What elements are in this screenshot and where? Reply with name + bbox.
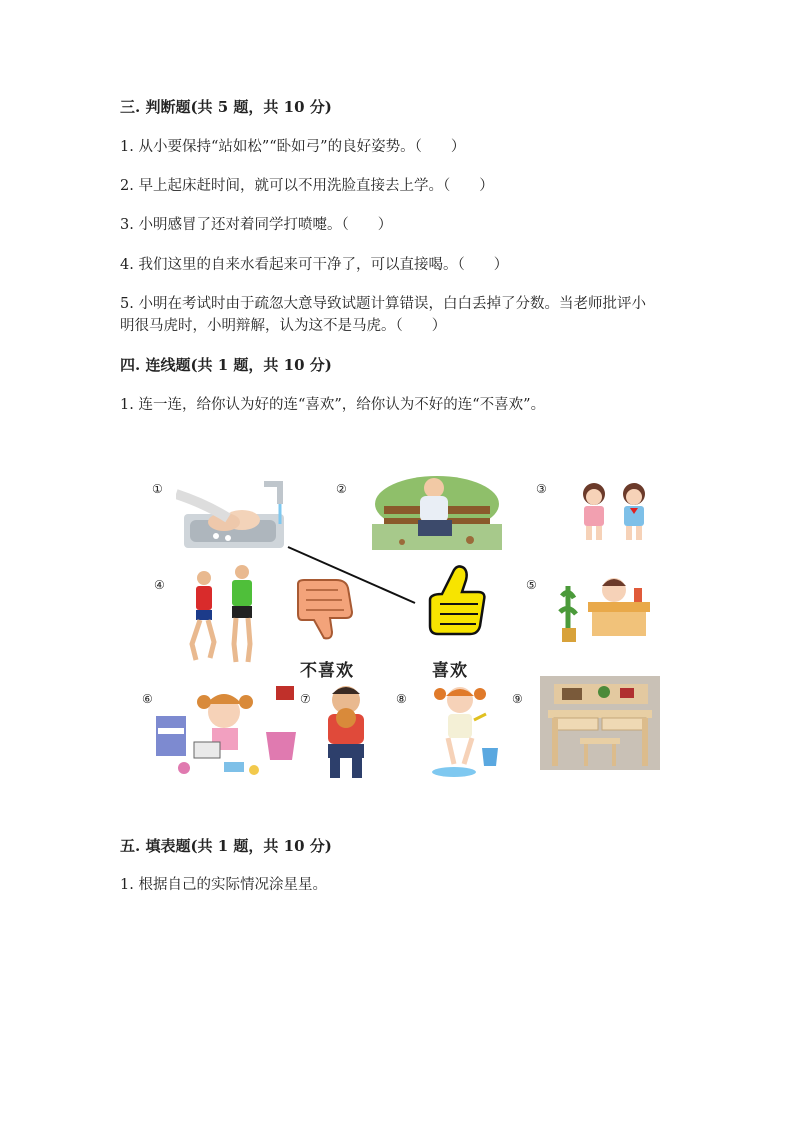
wooden-desk-picture [540,676,660,770]
marker-9: ⑨ [512,692,523,706]
marker-8: ⑧ [396,692,407,706]
matching-figure [140,470,680,790]
section3-heading: 三. 判断题(共 5 题，共 10 分) [120,98,332,116]
judge-question-5: 5. 小明在考试时由于疏忽大意导致试题计算错误，白白丢掉了分数。当老师批评小明很马虎时，小明辩解，认为这不是马虎。（ ） [120,296,646,334]
thumbs-down-icon [292,578,358,642]
table-question: 1. 根据自己的实际情况涂星星。 [120,877,327,893]
match-question: 1. 连一连，给你认为好的连“喜欢”，给你认为不好的连“不喜欢”。 [120,397,546,413]
judge-question-4: 4. 我们这里的自来水看起来可干净了，可以直接喝。（ ） [120,257,509,273]
marker-7: ⑦ [300,692,311,706]
judge-question-1: 1. 从小要保持“站如松”“卧如弓”的良好姿势。（ ） [120,139,466,155]
two-kids-picture [572,480,656,544]
marker-4: ④ [154,578,165,592]
man-littering-picture [372,474,502,550]
section5-heading: 五. 填表题(共 1 题，共 10 分) [120,837,332,855]
marker-3: ③ [536,482,547,496]
thumbs-up-icon [420,564,488,636]
like-label: 喜欢 [432,661,468,681]
judge-question-3: 3. 小明感冒了还对着同学打喷嚏。（ ） [120,217,393,233]
marker-6: ⑥ [142,692,153,706]
marker-2: ② [336,482,347,496]
girl-cleaning-picture [424,684,504,780]
messy-room-picture [154,682,308,778]
marker-5: ⑤ [526,578,537,592]
section4-heading: 四. 连线题(共 1 题，共 10 分) [120,356,332,374]
sleeping-at-desk-picture [554,566,654,646]
marker-1: ① [152,482,163,496]
judge-question-2: 2. 早上起床赶时间，就可以不用洗脸直接去上学。（ ） [120,178,494,194]
dislike-label: 不喜欢 [300,661,354,681]
boy-eating-picture [318,684,374,782]
runners-picture [182,564,266,668]
washing-hands-picture [176,474,292,552]
